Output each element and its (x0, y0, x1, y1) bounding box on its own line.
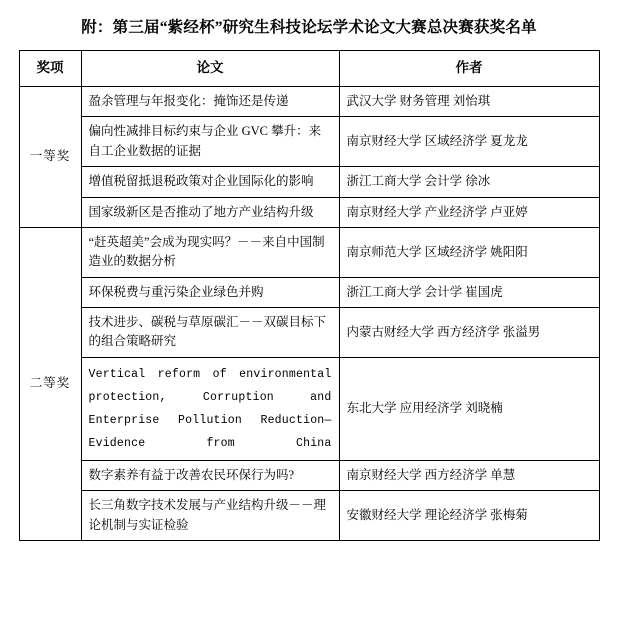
table-row (19, 197, 599, 227)
author-cell: 南京财经大学 产业经济学 卢亚婷 (339, 197, 599, 227)
table-row (19, 460, 599, 490)
author-cell: 内蒙古财经大学 西方经济学 张溢男 (339, 308, 599, 358)
column-header-author: 作者 (339, 51, 599, 87)
column-header-paper: 论文 (81, 51, 339, 87)
author-cell: 浙江工商大学 会计学 徐冰 (339, 167, 599, 197)
table-header-row (19, 51, 599, 87)
author-cell: 武汉大学 财务管理 刘怡琪 (339, 87, 599, 117)
author-cell: 安徽财经大学 理论经济学 张梅菊 (339, 491, 599, 541)
paper-title-cell: 盈余管理与年报变化：掩饰还是传递 (81, 87, 339, 117)
page-title: 附：第三届“紫经杯”研究生科技论坛学术论文大赛总决赛获奖名单 (81, 19, 537, 36)
paper-title-cell: “赶英超美”会成为现实吗？－－来自中国制造业的数据分析 (81, 227, 339, 277)
author-cell: 浙江工商大学 会计学 崔国虎 (339, 277, 599, 307)
column-header-prize: 奖项 (19, 51, 81, 87)
paper-title-cell: 国家级新区是否推动了地方产业结构升级 (81, 197, 339, 227)
table-row (19, 491, 599, 541)
table-row (19, 117, 599, 167)
table-row (19, 308, 599, 358)
prize-cell-first: 一等奖 (19, 87, 81, 228)
author-cell: 南京财经大学 西方经济学 单慧 (339, 460, 599, 490)
award-list-table (19, 50, 600, 541)
table-row (19, 357, 599, 460)
paper-title-cell: 环保税费与重污染企业绿色并购 (81, 277, 339, 307)
table-body (19, 87, 599, 541)
paper-title-cell: 增值税留抵退税政策对企业国际化的影响 (81, 167, 339, 197)
table-row (19, 167, 599, 197)
author-cell: 东北大学 应用经济学 刘晓楠 (339, 357, 599, 460)
table-row (19, 227, 599, 277)
paper-title-cell: 长三角数字技术发展与产业结构升级－－理论机制与实证检验 (81, 491, 339, 541)
table-row (19, 277, 599, 307)
paper-title-cell: 偏向性减排目标约束与企业 GVC 攀升：来自工企业数据的证据 (81, 117, 339, 167)
paper-title-cell: 技术进步、碳税与草原碳汇－－双碳目标下的组合策略研究 (81, 308, 339, 358)
author-cell: 南京财经大学 区域经济学 夏龙龙 (339, 117, 599, 167)
paper-title-cell: 数字素养有益于改善农民环保行为吗? (81, 460, 339, 490)
table-header (19, 51, 599, 87)
paper-title-cell-english: Vertical reform of environmental protection, Corruption and Enterprise Pollution Reduction—Evidence from China (81, 357, 339, 460)
author-cell: 南京师范大学 区域经济学 姚阳阳 (339, 227, 599, 277)
prize-cell-second: 二等奖 (19, 227, 81, 540)
table-row (19, 87, 599, 117)
